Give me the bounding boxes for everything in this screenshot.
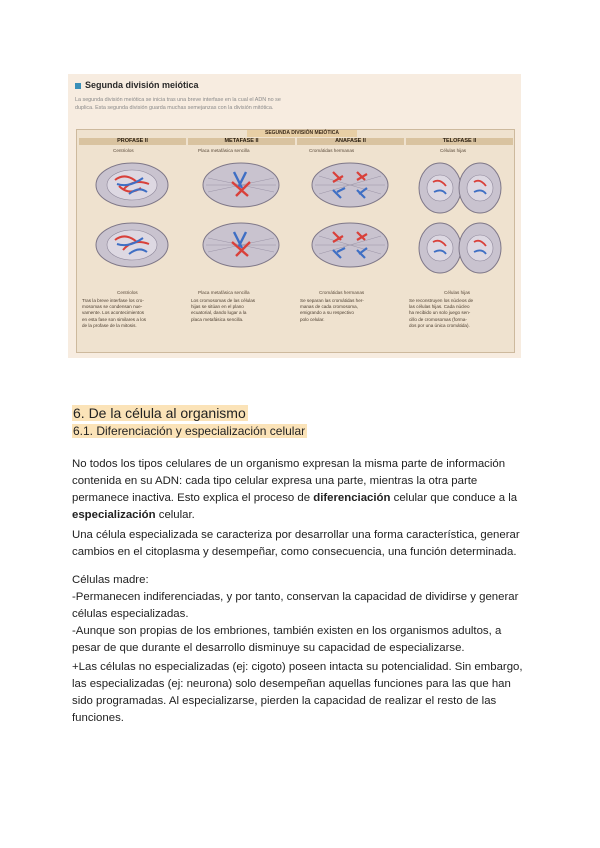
phase-anafase-ii	[297, 138, 404, 349]
phase-bottom-label: Células hijas	[444, 290, 471, 295]
metafase-cells-illustration	[188, 148, 295, 288]
phase-title: PROFASE II	[79, 138, 186, 145]
phase-bottom-label: Placa metafásica sencilla	[198, 290, 250, 295]
phase-title: ANAFASE II	[297, 138, 404, 145]
term-especializacion: especialización	[72, 509, 156, 521]
figure-intro: La segunda división meiótica se inicia tras una breve interfase en la cual el ADN no se duplica. Esta segunda división guarda muchas semejanzas con la división mitótica.	[75, 97, 281, 111]
paragraph-stem-cells	[72, 572, 532, 657]
paragraph-specialized-cell: Una célula especializada se caracteriza por desarrollar una forma característica, generar cambios en el citoplasma y desempeñar, como consecuencia, una función determinada.	[72, 529, 520, 558]
phase-caption: Tras la breve interfase los cro- mosomas se condensan nue- vamente. Los acontecimientos en esta fase son similares a los de la profase de la mitosis.	[82, 298, 147, 328]
paragraph-differentiation: No todos los tipos celulares de un organismo expresan la misma parte de información contenida en su ADN: cada tipo celular expresa una parte, mientras la otra parte permanece inactiva. Esto explica el proceso de diferenciación celular que conduce a la especialización celular.	[72, 458, 518, 521]
phase-title: METAFASE II	[188, 138, 295, 145]
phases-panel	[76, 129, 515, 353]
phase-top-label: Placa metafásica sencilla	[198, 148, 250, 153]
figure-heading: Segunda división meiótica	[75, 80, 199, 90]
phase-top-label: Cromátidas hermanas	[309, 148, 355, 153]
stem-cells-point: -Aunque son propias de los embriones, también existen en los organismos adultos, a pesar de que durante el desarrollo disminuye su capacidad de especializarse.	[72, 625, 502, 654]
paragraph-potentiality: +Las células no especializadas (ej: cigoto) poseen intacta su potencialidad. Sin embargo, las especializadas (ej: neurona) solo desempeñan aquellas funciones para las que han sido programadas. Al especializarse, pierden la capacidad de realizar el resto de las funciones.	[72, 661, 523, 724]
anafase-cells-illustration	[297, 148, 404, 288]
phase-caption: Los cromosomas de las células hijas se sitúan en el plano ecuatorial, dando lugar a la placa metafásica sencilla.	[191, 298, 256, 322]
phase-bottom-label: Centriolos	[117, 290, 138, 295]
phase-profase-ii	[79, 138, 186, 349]
phase-metafase-ii	[188, 138, 295, 349]
stem-cells-title: Células madre:	[72, 574, 149, 586]
profase-cells-illustration	[79, 148, 186, 288]
section-subtitle: 6.1. Diferenciación y especialización celular	[73, 424, 306, 438]
figure-banner: SEGUNDA DIVISIÓN MEIÓTICA	[247, 130, 357, 137]
section-title: 6. De la célula al organismo	[73, 405, 246, 421]
term-diferenciacion: diferenciación	[313, 492, 391, 504]
phase-bottom-label: Cromátidas hermanas	[319, 290, 365, 295]
phase-caption: Se reconstruyen los núcleos de las células hijas. Cada núcleo ha recibido un solo juego sen- cillo de cromosomas (forma- dos por una única cromátida).	[409, 298, 474, 328]
phase-caption: Se separan las cromátidas her- manas de cada cromosoma, emigrando a su respectivo polo celular.	[300, 298, 364, 322]
phase-top-label: Células hijas	[440, 148, 467, 153]
phase-telofase-ii	[406, 138, 513, 349]
telofase-cells-illustration	[406, 148, 513, 288]
phase-top-label: Centriolos	[113, 148, 134, 153]
meiosis-figure	[68, 74, 521, 358]
phase-title: TELOFASE II	[406, 138, 513, 145]
stem-cells-point: -Permanecen indiferenciadas, y por tanto, conservan la capacidad de dividirse y generar células especializadas.	[72, 591, 519, 620]
bullet-square-icon	[75, 83, 81, 89]
